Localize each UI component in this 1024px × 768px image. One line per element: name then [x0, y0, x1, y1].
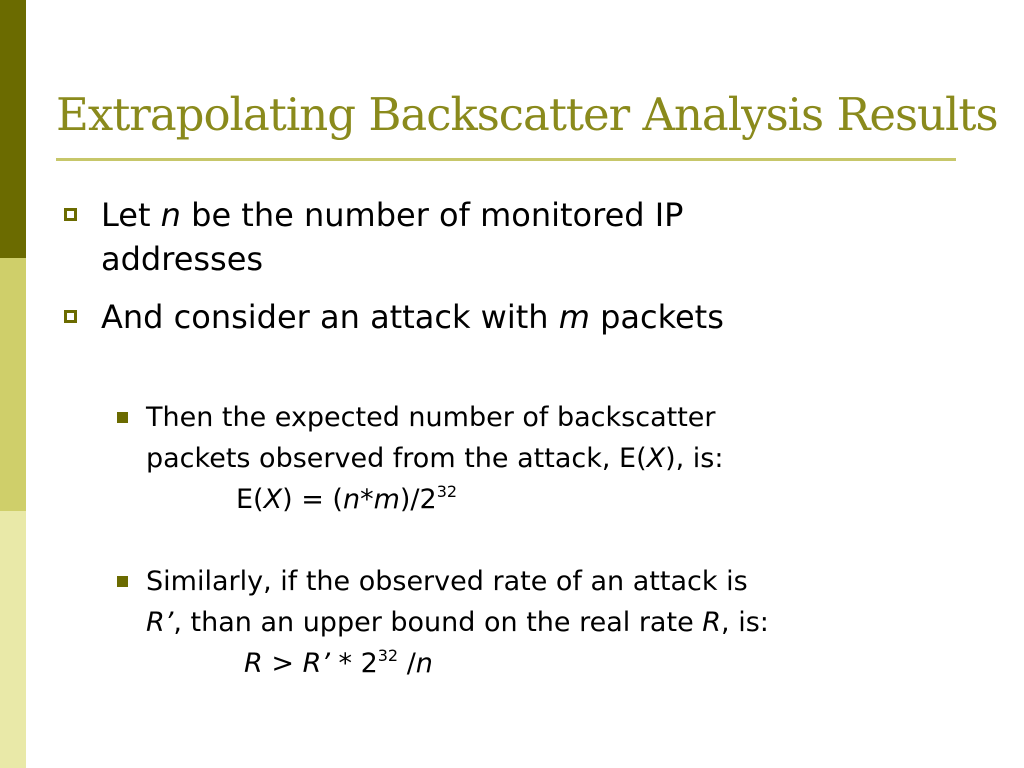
text-segment: addresses [101, 240, 264, 278]
text-segment: , is: [721, 607, 769, 638]
variable-r-prime: R’ [146, 607, 174, 638]
subbullet-text [146, 561, 966, 643]
formula-part: / [398, 648, 416, 679]
formula-part: ) = ( [282, 484, 343, 515]
text-segment: , than an upper bound on the real rate [173, 607, 703, 638]
variable-n: n [160, 196, 181, 234]
subbullet-text [146, 397, 966, 479]
text-segment: packets observed from the attack, E( [146, 443, 647, 474]
text-segment: And consider an attack with [101, 298, 559, 336]
formula-part: m [373, 484, 400, 515]
variable-r: R [702, 607, 722, 638]
formula-part: R’ [302, 648, 330, 679]
formula-part: R [244, 648, 263, 679]
formula-part: * 2 [329, 648, 378, 679]
filled-square-bullet-icon [117, 412, 128, 423]
formula-part: )/2 [399, 484, 437, 515]
text-segment: packets [589, 298, 724, 336]
text-segment: Then the expected number of backscatter [146, 402, 716, 433]
formula-part: n [342, 484, 361, 515]
text-segment: ), is: [665, 443, 724, 474]
text-segment: be the number of monitored IP [180, 196, 684, 234]
formula-part: E( [236, 484, 264, 515]
variable-m: m [558, 298, 590, 336]
filled-square-bullet-icon [117, 576, 128, 587]
text-segment: Similarly, if the observed rate of an attack is [146, 566, 748, 597]
formula-part: X [263, 484, 283, 515]
sidebar-lighter-band [0, 511, 26, 768]
bullet-text [101, 193, 961, 281]
text-segment: Let [101, 196, 161, 234]
slide-title: Extrapolating Backscatter Analysis Results [56, 88, 998, 141]
formula-exponent: 32 [436, 482, 458, 501]
formula-part: * [360, 484, 374, 515]
formula-expected-value [236, 479, 457, 520]
sidebar-dark-band [0, 0, 26, 258]
formula-upper-bound [244, 643, 433, 684]
sidebar-light-band [0, 258, 26, 511]
hollow-square-bullet-icon [64, 208, 77, 221]
variable-x: X [646, 443, 666, 474]
formula-part: n [415, 648, 433, 679]
formula-exponent: 32 [377, 646, 399, 665]
bullet-text [101, 295, 961, 339]
hollow-square-bullet-icon [64, 310, 77, 323]
formula-part: > [262, 648, 303, 679]
title-underline [56, 158, 956, 161]
